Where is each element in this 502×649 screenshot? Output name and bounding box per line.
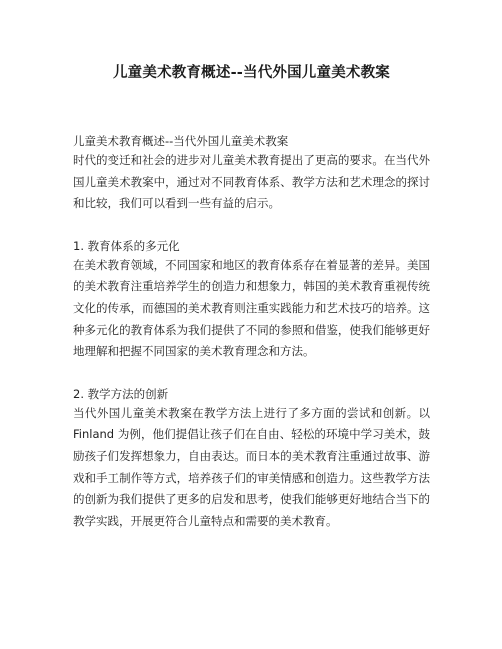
intro-paragraph: 时代的变迁和社会的进步对儿童美术教育提出了更高的要求。在当代外国儿童美术教案中，通过对不同教育体系、教学方法和艺术理念的探讨和比较，我们可以看到一些有益的启示。 — [73, 153, 430, 211]
section-1-heading: 1. 教育体系的多元化 — [73, 238, 180, 253]
document-title: 儿童美术教育概述--当代外国儿童美术教案 — [112, 65, 391, 81]
section-2-body: 当代外国儿童美术教案在教学方法上进行了多方面的尝试和创新。以 Finland 为例，他们提倡让孩子们在自由、轻松的环境中学习美术，鼓励孩子们发挥想象力，自由表达。而日本的美术教育注重通过故事、游戏和手工制作等方式，培养孩子们的审美情感和创造力。这些教学方法的创新为我们提供了更多的启发和思考，使我们能够更好地结合当下的教学实践，开展更符合儿童特点和需要的美术教育。 — [73, 405, 430, 528]
section-1-body: 在美术教育领域，不同国家和地区的教育体系存在着显著的差异。美国的美术教育注重培养学生的创造力和想象力，韩国的美术教育重视传统文化的传承，而德国的美术教育则注重实践能力和艺术技巧的培养。这种多元化的教育体系为我们提供了不同的参照和借鉴，使我们能够更好地理解和把握不同国家的美术教育理念和方法。 — [73, 257, 430, 359]
document-subtitle: 儿童美术教育概述--当代外国儿童美术教案 — [73, 134, 289, 148]
section-2-heading: 2. 教学方法的创新 — [73, 386, 169, 401]
